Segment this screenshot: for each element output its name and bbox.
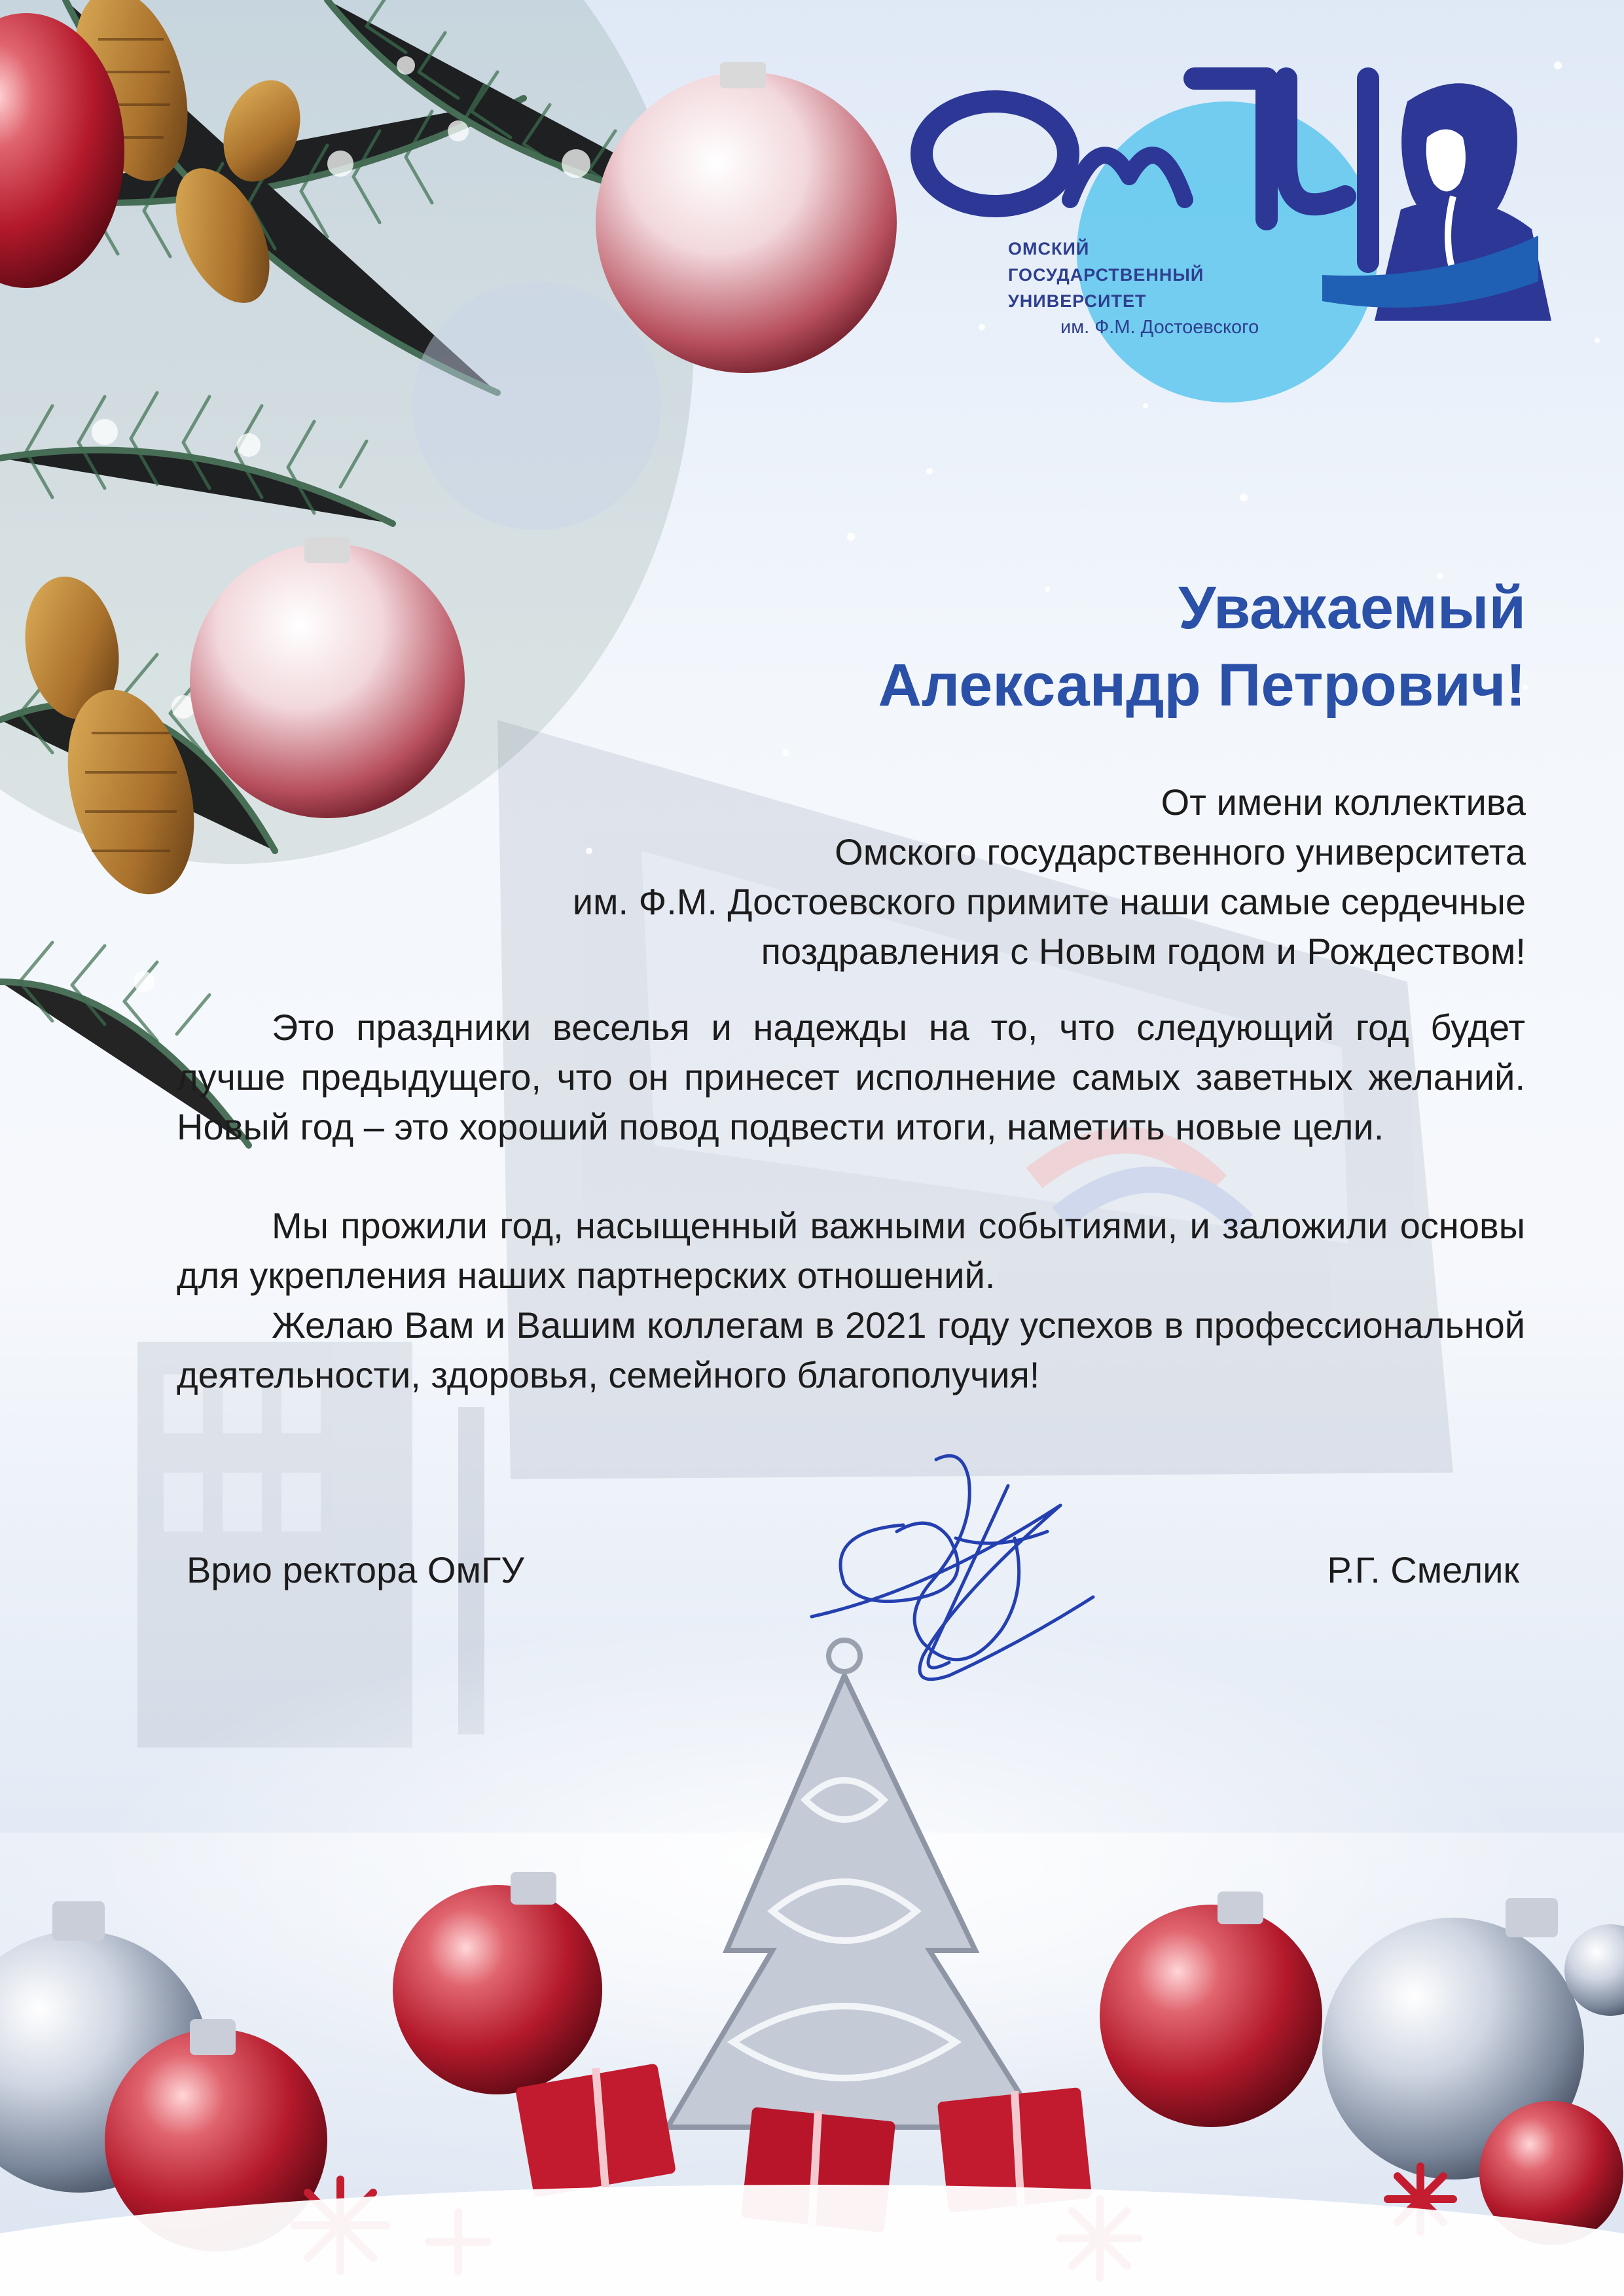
paragraph-1: Это праздники веселья и надежды на то, что следующий год будет лучше предыдущего, что он принесет исполнение самых заветных желаний. Новый год – это хороший повод подвести итоги, наметить новые цели.	[177, 1007, 1525, 1147]
university-logo	[903, 39, 1558, 406]
signer-role: Врио ректора ОмГУ	[187, 1549, 524, 1590]
greeting-line-2: Александр Петрович!	[878, 652, 1526, 719]
signature-icon	[799, 1446, 1152, 1721]
logo-circle	[1077, 101, 1378, 403]
logo-line-4: им. Ф.М. Достоевского	[1060, 317, 1259, 338]
greeting	[544, 569, 1526, 724]
intro-line-4: поздравления с Новым годом и Рождеством!	[761, 931, 1526, 972]
logo-line-3: УНИВЕРСИТЕТ	[1008, 291, 1147, 311]
greeting-line-1: Уважаемый	[1178, 575, 1526, 641]
intro-line-1: От имени коллектива	[1161, 781, 1526, 823]
signer-name: Р.Г. Смелик	[1327, 1549, 1519, 1590]
logo-line-2: ГОСУДАРСТВЕННЫЙ	[1008, 265, 1204, 285]
paragraph-2: Мы прожили год, насыщенный важными событиями, и заложили основы для укрепления наших партнерских отношений.	[177, 1205, 1525, 1296]
logo-graphic	[903, 39, 1558, 406]
intro-line-3: им. Ф.М. Достоевского примите наши самые сердечные	[572, 881, 1526, 922]
blue-bauble-icon	[412, 281, 661, 530]
logo-line-1: ОМСКИЙ	[1008, 239, 1090, 259]
paragraph-3: Желаю Вам и Вашим коллегам в 2021 году успехов в профессиональной деятельности, здоровья, семейного благополучия!	[177, 1304, 1525, 1395]
intro-text	[348, 778, 1526, 977]
intro-line-2: Омского государственного университета	[835, 831, 1526, 872]
